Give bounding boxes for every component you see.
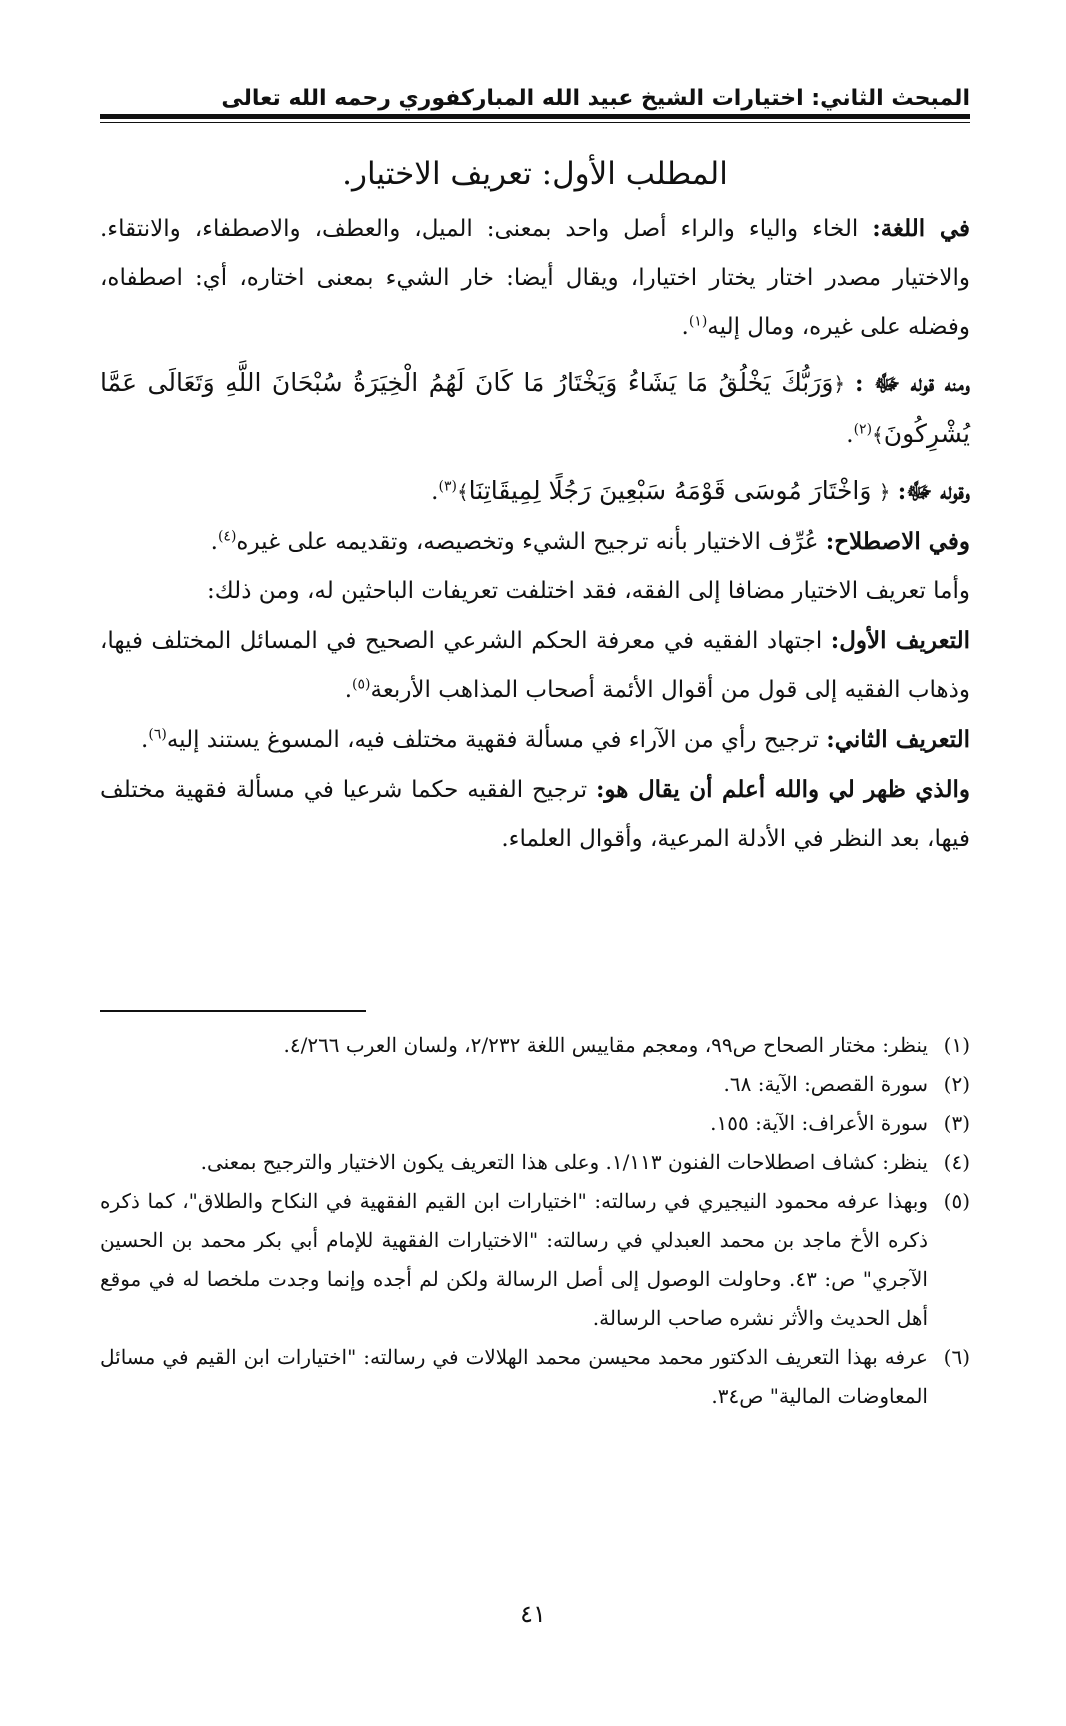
paragraph-istilah: وفي الاصطلاح: عُرِّف الاختيار بأنه ترجيح الشيء وتخصيصه، وتقديمه على غيره$^{(٤)}$. xyxy=(210,528,970,555)
footnotes xyxy=(100,1026,970,1416)
header-rule-thick xyxy=(100,114,970,119)
quran-bracket-open-icon: ﴿ xyxy=(878,480,891,504)
footnote-ref-4[interactable]: (٤) xyxy=(217,528,237,545)
text-istilah: عُرِّف الاختيار بأنه ترجيح الشيء وتخصيصه، وتقديمه على غيره xyxy=(236,529,819,555)
footnote-number: (٢) xyxy=(943,1072,970,1096)
lead-def1: التعريف الأول: xyxy=(830,627,970,654)
footnote-ref-2[interactable]: (٢) xyxy=(853,421,873,438)
main-text xyxy=(100,204,970,864)
footnote-text: سورة القصص: الآية: ٦٨. xyxy=(723,1072,928,1096)
footnote-ref-1[interactable]: (١) xyxy=(688,313,708,330)
lead-lugha: في اللغة: xyxy=(872,215,971,242)
quran-bracket-close-icon: ﴾ xyxy=(456,480,469,504)
quran-bracket-open-icon: ﴿ xyxy=(833,372,846,396)
text-def1: اجتهاد الفقيه في معرفة الحكم الشرعي الصحيح في المسائل المختلف فيها، وذهاب الفقيه إلى قول من أقوال الأئمة أصحاب المذاهب الأربعة xyxy=(100,628,970,703)
lead-quote2: وقوله ﷻ: xyxy=(897,478,970,505)
paragraph-lugha: في اللغة: الخاء والياء والراء أصل واحد بمعنى: الميل، والعطف، والاصطفاء، والانتقاء. والاختيار مصدر اختار يختار اختيارا، ويقال أيضا: خار الشيء بمعنى اختاره، أي: اصطفاه، وفضله على غيره، ومال إليه$^{(١)}$. xyxy=(100,215,971,340)
footnote-item xyxy=(100,1065,970,1104)
footnote-item xyxy=(100,1182,970,1338)
lead-conclusion: والذي ظهر لي والله أعلم أن يقال هو: xyxy=(595,776,971,803)
paragraph-def1: التعريف الأول: اجتهاد الفقيه في معرفة الحكم الشرعي الصحيح في المسائل المختلف فيها، وذهاب الفقيه إلى قول من أقوال الأئمة أصحاب المذاهب الأربعة$^{(٥)}$. xyxy=(100,627,970,703)
footnote-separator xyxy=(100,1010,366,1012)
footnote-ref-3[interactable]: (٣) xyxy=(438,478,457,495)
lead-def2: التعريف الثاني: xyxy=(826,726,970,753)
text-def2: ترجيح رأي من الآراء في مسألة فقهية مختلف فيه، المسوغ يستند إليه xyxy=(166,727,819,753)
running-header: المبحث الثاني: اختيارات الشيخ عبيد الله المباركفوري رحمه الله تعالى xyxy=(221,86,970,111)
paragraph-def2: التعريف الثاني: ترجيح رأي من الآراء في مسألة فقهية مختلف فيه، المسوغ يستند إليه$^{(٦)}$. xyxy=(141,726,970,753)
footnote-item xyxy=(100,1104,970,1143)
footnote-item xyxy=(100,1338,970,1416)
quran-bracket-close-icon: ﴾ xyxy=(872,423,884,447)
footnote-text: ينظر: كشاف اصطلاحات الفنون ١/١١٣. وعلى هذا التعريف يكون الاختيار والترجيح بمعنى. xyxy=(200,1150,928,1174)
text-lugha: الخاء والياء والراء أصل واحد بمعنى: الميل، والعطف، والاصطفاء، والانتقاء. والاختيار مصدر اختار يختار اختيارا، ويقال أيضا: خار الشيء بمعنى اختاره، أي: اصطفاه، وفضله على غيره، ومال إليه xyxy=(100,216,970,340)
lead-quote1: ومنه قوله ﷻ : xyxy=(855,370,971,397)
footnote-number: (٦) xyxy=(943,1345,970,1369)
footnote-item xyxy=(100,1026,970,1065)
footnote-number: (١) xyxy=(943,1033,970,1057)
footnote-text: عرفه بهذا التعريف الدكتور محمد محيسن محمد الهلالات في رسالته: "اختيارات ابن القيم في مسائل المعاوضات المالية" ص٣٤. xyxy=(100,1345,928,1408)
page-number: ٤١ xyxy=(520,1600,546,1628)
quran-verse-1: وَرَبُّكَ يَخْلُقُ مَا يَشَاءُ وَيَخْتَارُ مَا كَانَ لَهُمُ الْخِيَرَةُ سُبْحَانَ اللَّهِ وَتَعَالَى عَمَّا يُشْرِكُونَ xyxy=(100,368,970,448)
footnote-text: ينظر: مختار الصحاح ص٩٩، ومعجم مقاييس اللغة ٢/٢٣٢، ولسان العرب ٤/٢٦٦. xyxy=(283,1033,928,1057)
paragraph-conclusion xyxy=(100,765,970,864)
paragraph-intro-fiqh: وأما تعريف الاختيار مضافا إلى الفقه، فقد اختلفت تعريفات الباحثين له، ومن ذلك: xyxy=(207,578,970,604)
paragraph-quote1: ومنه قوله ﷻ : ﴿وَرَبُّكَ يَخْلُقُ مَا يَشَاءُ وَيَخْتَارُ مَا كَانَ لَهُمُ الْخِيَرَةُ سُبْحَانَ اللَّهِ وَتَعَالَى عَمَّا يُشْرِكُونَ﴾$^{(٢)}$. xyxy=(100,368,971,448)
paragraph-quote2: وقوله ﷻ: ﴿ وَاخْتَارَ مُوسَى قَوْمَهُ سَبْعِينَ رَجُلًا لِمِيقَاتِنَا﴾$^{(٣)}$. xyxy=(431,476,970,505)
footnote-number: (٤) xyxy=(943,1150,970,1174)
section-title: المطلب الأول: تعريف الاختيار. xyxy=(342,156,728,192)
lead-istilah: وفي الاصطلاح: xyxy=(825,528,970,555)
text-conclusion: ترجيح الفقيه حكما شرعيا في مسألة فقهية مختلف فيها، بعد النظر في الأدلة المرعية، وأقوال العلماء. xyxy=(100,777,970,852)
footnote-text: سورة الأعراف: الآية: ١٥٥. xyxy=(710,1111,928,1135)
footnote-ref-6[interactable]: (٦) xyxy=(148,726,167,743)
footnote-text: وبهذا عرفه محمود النيجيري في رسالته: "اختيارات ابن القيم الفقهية في النكاح والطلاق"، كما ذكره ذكره الأخ ماجد بن محمد العبدلي في رسالته: "الاختيارات الفقهية للإمام أبي بكر محمد بن الحسين الآجري" ص: ٤٣. وحاولت الوصول إلى أصل الرسالة ولكن لم أجده وإنما وجدت ملخصا له في موقع أهل الحديث والأثر نشره صاحب الرسالة. xyxy=(100,1189,928,1330)
footnote-ref-5[interactable]: (٥) xyxy=(352,676,371,693)
footnote-item xyxy=(100,1143,970,1182)
header-rule-thin xyxy=(100,122,970,123)
footnote-number: (٥) xyxy=(943,1189,970,1213)
footnote-number: (٣) xyxy=(943,1111,970,1135)
quran-verse-2: وَاخْتَارَ مُوسَى قَوْمَهُ سَبْعِينَ رَجُلًا لِمِيقَاتِنَا xyxy=(468,476,872,505)
